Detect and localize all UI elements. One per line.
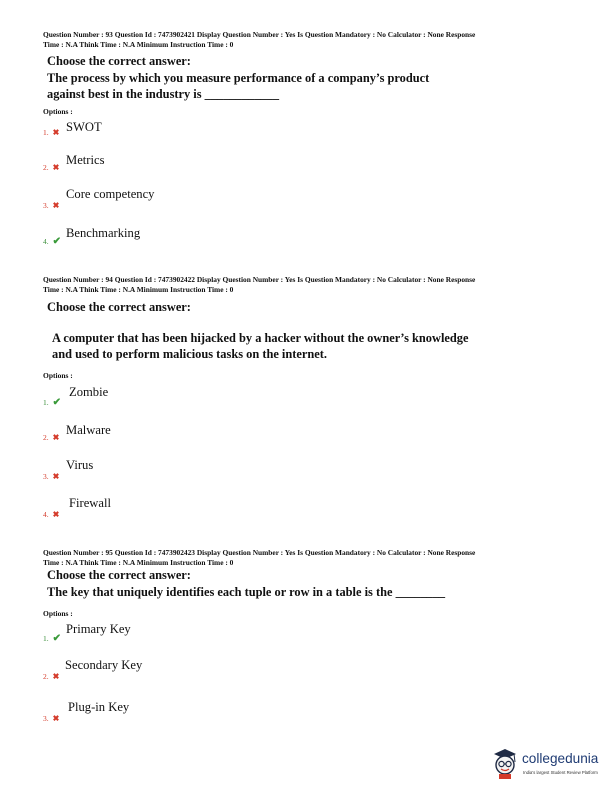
- question-94-text-line-1: A computer that has been hijacked by a hacker without the owner’s knowledge: [52, 331, 469, 345]
- correct-check-icon: ✔: [52, 397, 62, 408]
- brand-tagline: India's largest Student Review Platform: [523, 770, 598, 775]
- wrong-mark-icon: ✖: [52, 672, 60, 681]
- question-95-option-2-number: 2. ✖: [43, 672, 60, 681]
- question-93-option-4-text: Benchmarking: [66, 226, 141, 240]
- question-95-option-2-text: Secondary Key: [65, 658, 143, 672]
- question-95-meta: Question Number : 95 Question Id : 7473902423 Display Question Number : Yes Is Question Mandatory : No Calculator : None Response Time : N.A Think Time : N.A Minimum Instruction Time : 0: [43, 548, 476, 567]
- question-95-text-line-1: The key that uniquely identifies each tuple or row in a table is the ________: [47, 585, 446, 599]
- wrong-mark-icon: ✖: [52, 201, 60, 210]
- wrong-mark-icon: ✖: [52, 510, 60, 519]
- wrong-mark-icon: ✖: [52, 472, 60, 481]
- question-93-option-1-number: 1. ✖: [43, 128, 60, 137]
- question-93-option-4-number: 4. ✔: [43, 236, 62, 247]
- wrong-mark-icon: ✖: [52, 128, 60, 137]
- question-93-text-line-1: The process by which you measure performance of a company’s product: [47, 71, 430, 85]
- question-93-option-2-number: 2. ✖: [43, 163, 60, 172]
- question-93-instruction: Choose the correct answer:: [47, 54, 191, 68]
- mascot-icon: [490, 745, 520, 781]
- question-93-option-2-text: Metrics: [66, 153, 105, 167]
- question-93-text-line-2: against best in the industry is ____________: [47, 87, 280, 101]
- question-94-option-4-text: Firewall: [69, 496, 111, 510]
- question-94-option-2-number: 2. ✖: [43, 433, 60, 442]
- question-93-option-1-text: SWOT: [66, 120, 102, 134]
- question-95-option-3-text: Plug-in Key: [68, 700, 130, 714]
- wrong-mark-icon: ✖: [52, 714, 60, 723]
- question-94-option-1-number: 1. ✔: [43, 397, 62, 408]
- question-94-text-line-2: and used to perform malicious tasks on the internet.: [52, 347, 328, 361]
- question-94-option-2-text: Malware: [66, 423, 111, 437]
- question-94-option-3-text: Virus: [66, 458, 94, 472]
- correct-check-icon: ✔: [52, 633, 62, 644]
- question-95-instruction: Choose the correct answer:: [47, 568, 191, 582]
- question-93-meta: Question Number : 93 Question Id : 7473902421 Display Question Number : Yes Is Question Mandatory : No Calculator : None Response Time : N.A Think Time : N.A Minimum Instruction Time : 0: [43, 30, 476, 49]
- question-95-option-1-number: 1. ✔: [43, 633, 62, 644]
- question-94-option-1-text: Zombie: [69, 385, 109, 399]
- question-95-option-3-number: 3. ✖: [43, 714, 60, 723]
- question-94-option-4-number: 4. ✖: [43, 510, 60, 519]
- question-95-options-label: Options :: [43, 609, 73, 618]
- question-93-option-3-number: 3. ✖: [43, 201, 60, 210]
- wrong-mark-icon: ✖: [52, 433, 60, 442]
- question-94-meta: Question Number : 94 Question Id : 7473902422 Display Question Number : Yes Is Question Mandatory : No Calculator : None Response Time : N.A Think Time : N.A Minimum Instruction Time : 0: [43, 275, 476, 294]
- question-93-option-3-text: Core competency: [66, 187, 155, 201]
- question-95-option-1-text: Primary Key: [66, 622, 131, 636]
- wrong-mark-icon: ✖: [52, 163, 60, 172]
- correct-check-icon: ✔: [52, 236, 62, 247]
- question-94-instruction: Choose the correct answer:: [47, 300, 191, 314]
- collegedunia-logo: [490, 745, 608, 785]
- question-93-options-label: Options :: [43, 107, 73, 116]
- brand-name: collegedunia: [522, 751, 599, 766]
- question-94-option-3-number: 3. ✖: [43, 472, 60, 481]
- question-94-options-label: Options :: [43, 371, 73, 380]
